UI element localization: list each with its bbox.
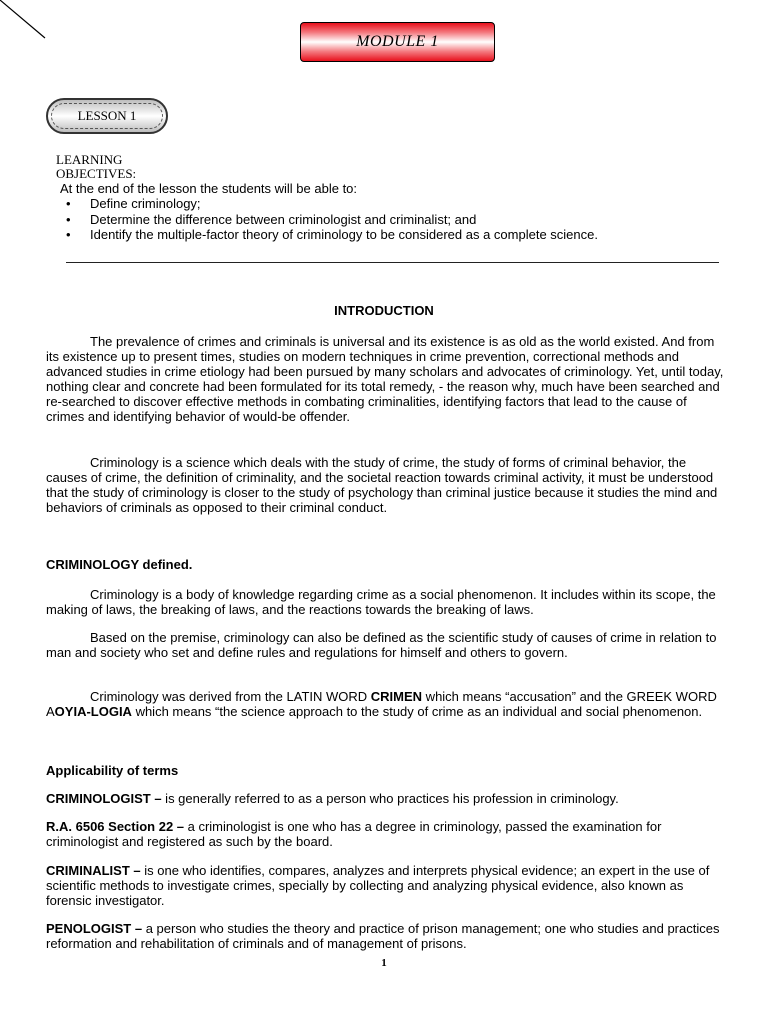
term-name: PENOLOGIST – bbox=[46, 921, 143, 936]
term-entry bbox=[46, 819, 726, 849]
term-definition: a criminologist is one who has a degree in criminology, passed the examination for criminologist and registered as such by the board. bbox=[46, 819, 662, 849]
term-definition: is one who identifies, compares, analyzes and interprets physical evidence; an expert in the use of scientific methods to investigate crimes, specially by collecting and analyzing physical evidence, also known as forensic investigator. bbox=[46, 863, 710, 908]
etymology-text-2: which means “accusation” and the GREEK WORD A bbox=[46, 689, 717, 719]
terms-heading: Applicability of terms bbox=[46, 763, 179, 778]
lesson-badge bbox=[46, 98, 168, 134]
intro-paragraph-1-text: The prevalence of crimes and criminals is universal and its existence is as old as the world existed. And from its existence up to present times, studies on modern techniques in crime prevention, correctional methods and advanced studies in crime etiology had been pursued by many scholars and advocates of criminology. Yet, until today, nothing clear and concrete had been formulated for its total remedy, - the reason why, much have been searched and re-searched to discover effective methods in combating criminalities, identifying factors that lead to the cause of crimes and identifying behavior of would-be offender. bbox=[46, 334, 724, 424]
term-name: CRIMINOLOGIST – bbox=[46, 791, 162, 806]
term-entry bbox=[46, 921, 726, 951]
definition-paragraph-3 bbox=[46, 689, 726, 719]
intro-paragraph-1 bbox=[46, 334, 726, 424]
module-banner bbox=[300, 22, 495, 62]
page-number: 1 bbox=[381, 957, 387, 969]
term-entry bbox=[46, 863, 726, 908]
etymology-text-3: which means “the science approach to the study of crime as an individual and social phenomenon. bbox=[131, 704, 703, 719]
definition-heading: CRIMINOLOGY defined. bbox=[46, 557, 193, 572]
intro-paragraph-2 bbox=[46, 455, 726, 515]
objective-item: • Identify the multiple-factor theory of criminology to be considered as a complete science. bbox=[66, 227, 598, 243]
term-definition: a person who studies the theory and practice of prison management; one who studies and practices reformation and rehabilitation of criminals and of management of prisons. bbox=[46, 921, 720, 951]
term-definition: is generally referred to as a person who practices his profession in criminology. bbox=[161, 791, 619, 806]
definition-paragraph-1 bbox=[46, 587, 726, 617]
objectives-list bbox=[66, 196, 598, 243]
definition-paragraph-1-text: Criminology is a body of knowledge regarding crime as a social phenomenon. It includes within its scope, the making of laws, the breaking of laws, and the reactions towards the breaking of laws. bbox=[46, 587, 716, 617]
definition-paragraph-2 bbox=[46, 630, 726, 660]
module-title: MODULE 1 bbox=[356, 33, 439, 50]
greek-word: OYIA-LOGIA bbox=[54, 704, 132, 719]
latin-word: CRIMEN bbox=[370, 689, 423, 704]
lesson-label: LESSON 1 bbox=[77, 108, 137, 123]
objective-item: • Define criminology; bbox=[66, 196, 598, 212]
term-entry bbox=[46, 791, 726, 806]
term-name: CRIMINALIST – bbox=[46, 863, 141, 878]
divider-rule bbox=[66, 262, 719, 263]
introduction-title: INTRODUCTION bbox=[334, 303, 434, 318]
etymology-text-1: Criminology was derived from the LATIN WORD bbox=[90, 689, 371, 704]
intro-paragraph-2-text: Criminology is a science which deals with the study of crime, the study of forms of criminal behavior, the causes of crime, the definition of criminality, and the societal reaction towards criminal activity, it must be understood that the study of criminology is closer to the study of psychology than criminal justice because it studies the mind and behaviors of criminals as opposed to their criminal conduct. bbox=[46, 455, 718, 515]
objectives-heading: LEARNING OBJECTIVES: bbox=[56, 152, 137, 181]
objective-item: • Determine the difference between criminologist and criminalist; and bbox=[66, 212, 598, 228]
term-name: R.A. 6506 Section 22 – bbox=[46, 819, 185, 834]
corner-line bbox=[0, 0, 50, 42]
objectives-intro: At the end of the lesson the students will be able to: bbox=[60, 181, 358, 196]
definition-paragraph-2-text: Based on the premise, criminology can also be defined as the scientific study of causes of crime in relation to man and society who set and define rules and regulations for himself and others to govern. bbox=[46, 630, 717, 660]
